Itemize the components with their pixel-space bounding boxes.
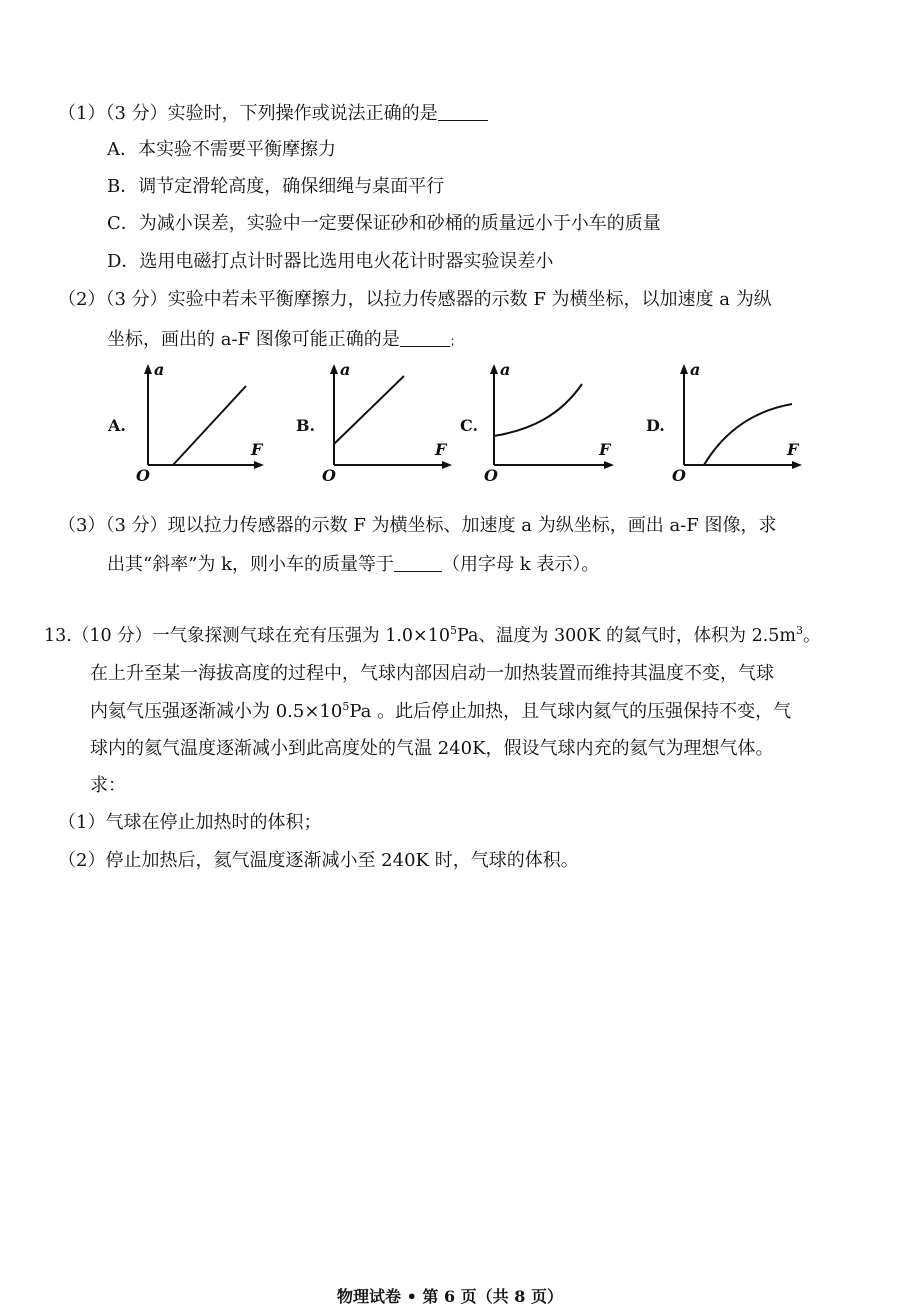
q13-text-1a: 13.（10 分）一气象探测气球在充有压强为 1.0×10: [44, 626, 450, 646]
answer-blank-1[interactable]: [438, 104, 488, 121]
graph-a-origin: O: [136, 466, 150, 485]
q13-exponent-1: 5: [450, 624, 457, 637]
q12-part1-text: （1）（3 分）实验时，下列操作或说法正确的是: [58, 103, 438, 124]
graph-a-y-label: a: [154, 360, 165, 379]
graph-option-d: [646, 358, 846, 488]
graph-c-x-label: F: [599, 440, 611, 459]
answer-blank-2[interactable]: [400, 330, 450, 347]
q13-line1: [44, 624, 821, 646]
graph-d-origin: O: [672, 466, 686, 485]
graph-d-x-label: F: [787, 440, 799, 459]
q12-part1-stem: [58, 104, 488, 123]
graph-b-origin: O: [322, 466, 336, 485]
graph-b-x-label: F: [435, 440, 447, 459]
graph-option-c: [460, 358, 660, 488]
q12-part3-text-a: 出其“斜率”为 k，则小车的质量等于: [107, 554, 395, 575]
q13-text-1b: Pa、温度为 300K 的氦气时，体积为 2.5m: [457, 626, 797, 646]
q12-part3-text-b: （用字母 k 表示）。: [442, 554, 600, 575]
graph-a-line: [173, 386, 246, 465]
graph-b-line: [334, 376, 404, 444]
graph-a-x-label: F: [251, 440, 263, 459]
graph-c-label: C.: [460, 416, 479, 435]
q13-sub2: （2）停止加热后，氦气温度逐渐减小至 240K 时，气球的体积。: [58, 850, 579, 871]
q12-part2-tail: ；: [449, 334, 462, 348]
q12-part2-line2: [107, 330, 462, 349]
q13-exponent-3: 5: [342, 700, 350, 713]
q13-line4: 球内的氦气温度逐渐减小到此高度处的气温 240K，假设气球内充的氦气为理想气体。: [90, 738, 774, 759]
page-footer: 物理试卷 • 第 6 页（共 8 页）: [337, 1287, 563, 1306]
q13-sub1: （1）气球在停止加热时的体积；: [58, 812, 322, 833]
graph-d-label: D.: [646, 416, 665, 435]
q13-line2: 在上升至某一海拔高度的过程中，气球内部因启动一加热装置而维持其温度不变，气球: [90, 663, 774, 684]
graph-c-curve: [494, 384, 582, 436]
option-c: C．为减小误差，实验中一定要保证砂和砂桶的质量远小于小车的质量: [107, 213, 661, 234]
q13-line5: 求：: [90, 775, 126, 796]
q13-text-1c: 。: [803, 626, 821, 646]
q13-line3: [90, 700, 792, 722]
graph-c-y-label: a: [500, 360, 511, 379]
graph-d-y-label: a: [690, 360, 701, 379]
graph-d-curve: [704, 404, 792, 465]
option-a: A．本实验不需要平衡摩擦力: [107, 139, 336, 160]
graph-a-label: A.: [108, 416, 126, 435]
q12-part2-line1: （2）（3 分）实验中若未平衡摩擦力，以拉力传感器的示数 F 为横坐标，以加速度 a 为纵: [58, 289, 772, 310]
graph-b-label: B.: [296, 416, 316, 435]
option-d: D．选用电磁打点计时器比选用电火花计时器实验误差小: [107, 251, 554, 272]
answer-blank-3[interactable]: [394, 555, 442, 572]
q12-part3-line1: （3）（3 分）现以拉力传感器的示数 F 为横坐标、加速度 a 为纵坐标，画出 a-F 图像，求: [58, 515, 777, 536]
graph-c-origin: O: [484, 466, 498, 485]
q12-part2-text: 坐标，画出的 a-F 图像可能正确的是: [107, 329, 400, 350]
q13-text-3a: 内氦气压强逐渐减小为 0.5×10: [90, 701, 343, 722]
option-b: B．调节定滑轮高度，确保细绳与桌面平行: [107, 176, 445, 197]
q13-exponent-2: 3: [796, 624, 804, 637]
q13-text-3b: Pa 。此后停止加热，且气球内氦气的压强保持不变，气: [349, 701, 792, 722]
graph-b-y-label: a: [340, 360, 351, 379]
graph-option-a: [108, 358, 308, 488]
q12-part3-line2: [107, 555, 599, 574]
